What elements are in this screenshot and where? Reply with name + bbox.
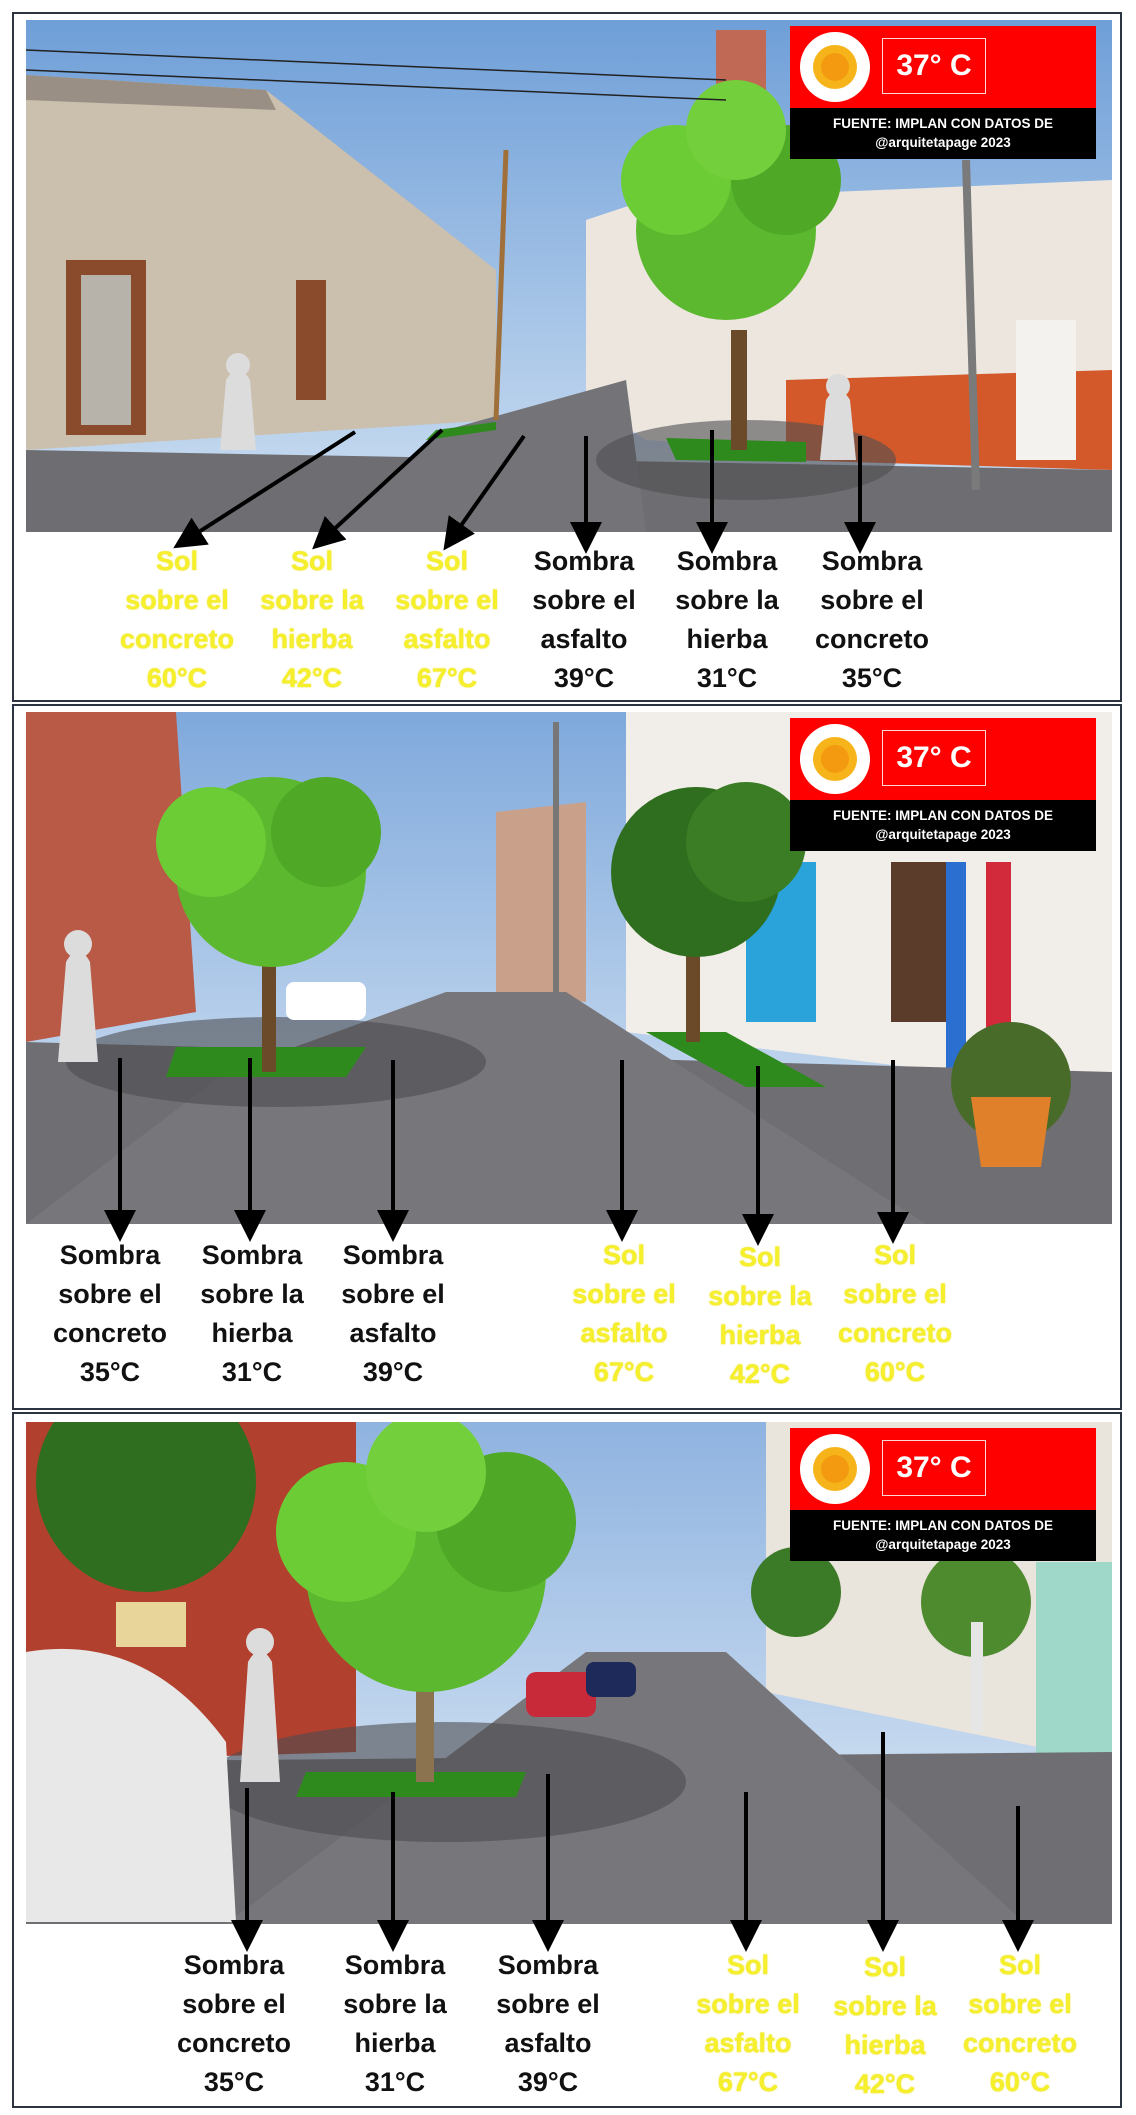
source-text: FUENTE: IMPLAN CON DATOS DE @arquitetapage 2023 — [790, 1510, 1096, 1561]
street-photo-3 — [26, 1422, 1112, 1924]
temperature-badge — [790, 718, 1096, 851]
label-p1-2: Sol sobre la hierba 42°C — [260, 546, 364, 693]
sun-icon — [798, 30, 872, 104]
label-p2-4: Sol sobre el asfalto 67°C — [572, 1240, 676, 1387]
temperature-badge — [790, 26, 1096, 159]
label-p2-6: Sol sobre el concreto 60°C — [837, 1240, 953, 1387]
label-p1-1: Sol sobre el concreto 60°C — [119, 546, 235, 693]
label-p1-3: Sol sobre el asfalto 67°C — [395, 546, 499, 693]
source-text: FUENTE: IMPLAN CON DATOS DE @arquitetapage 2023 — [790, 108, 1096, 159]
sun-icon — [798, 1432, 872, 1506]
label-p3-4: Sol sobre el asfalto 67°C — [696, 1950, 800, 2097]
labels-panel-3 — [12, 1946, 1098, 2106]
label-p2-1: Sombra sobre el concreto 35°C — [52, 1240, 168, 1387]
labels-panel-2 — [12, 1236, 1098, 1396]
label-p1-5: Sombra sobre la hierba 31°C — [675, 546, 779, 693]
temperature-value: 37° C — [882, 38, 986, 94]
labels-panel-1 — [12, 542, 1098, 702]
label-p1-4: Sombra sobre el asfalto 39°C — [532, 546, 636, 693]
temperature-value: 37° C — [882, 1440, 986, 1496]
temperature-badge — [790, 1428, 1096, 1561]
label-p3-5: Sol sobre la hierba 42°C — [833, 1952, 937, 2099]
label-p3-1: Sombra sobre el concreto 35°C — [176, 1950, 292, 2097]
street-photo-1 — [26, 20, 1112, 532]
label-p2-2: Sombra sobre la hierba 31°C — [200, 1240, 304, 1387]
label-p2-3: Sombra sobre el asfalto 39°C — [341, 1240, 445, 1387]
street-photo-2 — [26, 712, 1112, 1224]
source-text: FUENTE: IMPLAN CON DATOS DE @arquitetapage 2023 — [790, 800, 1096, 851]
label-p1-6: Sombra sobre el concreto 35°C — [814, 546, 930, 693]
label-p3-2: Sombra sobre la hierba 31°C — [343, 1950, 447, 2097]
label-p3-6: Sol sobre el concreto 60°C — [962, 1950, 1078, 2097]
label-p3-3: Sombra sobre el asfalto 39°C — [496, 1950, 600, 2097]
temperature-value: 37° C — [882, 730, 986, 786]
label-p2-5: Sol sobre la hierba 42°C — [708, 1242, 812, 1389]
sun-icon — [798, 722, 872, 796]
